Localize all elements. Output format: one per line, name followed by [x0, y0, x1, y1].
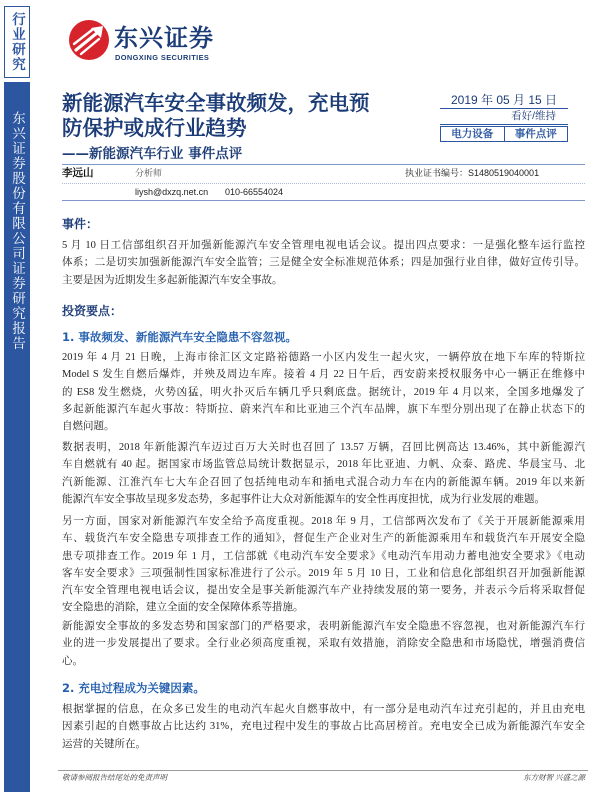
text-line: 汽新能源、江淮汽车七大车企召回了包括纯电动车和插电式混合动力车在内的新能源车辆。2019 年以来新: [62, 476, 585, 488]
text-line: 主要是因为近期发生多起新能源汽车安全事故。: [62, 274, 283, 286]
analyst-role: 分析师: [135, 168, 163, 178]
paragraph: [62, 618, 585, 670]
report-type-tag: 事件点评: [505, 126, 569, 142]
report-title-line: 防保护或成行业趋势: [62, 116, 247, 140]
text-line: 车、载货汽车安全隐患专项排查工作的通知》，督促生产企业对生产的新能源乘用车和载货汽车开展安全隐: [62, 533, 585, 545]
sector-tag: 电力设备: [440, 126, 505, 142]
text-line: 能源汽车安全事故呈现多发态势，多起事件让大众对新能源车的安全性再度担忧，成为行业发展的难题。: [62, 493, 545, 505]
sidebar-strip: [4, 82, 30, 792]
analyst-phone: 010-66554024: [225, 186, 284, 197]
paragraph: [62, 439, 585, 508]
section-heading: 2. 充电过程成为关键因素。: [62, 681, 205, 695]
report-title-line: 新能源汽车安全事故频发，充电预: [62, 91, 370, 115]
text-line: Model S 发生自燃后爆炸，并殃及周边车库。接着 4 月 22 日午后，西安蔚来授权服务中心一辆正在维修中: [62, 369, 585, 381]
report-meta: [440, 91, 568, 142]
event-paragraph: [62, 237, 585, 289]
text-line: 因素引起的自燃事故占比达约 31%，充电过程中发生的事故占比高居榜首。充电安全已成为新能源汽车安全: [62, 721, 585, 733]
section-heading: 1. 事故频发、新能源汽车安全隐患不容忽视。: [62, 330, 297, 344]
paragraph: [62, 701, 585, 753]
report-category-box: [4, 6, 30, 78]
text-line: 根据掌握的信息，在众多已发生的电动汽车起火自燃事故中，有一部分是电动汽车过充引起的，并且由充电: [62, 704, 585, 715]
text-line: 安全隐患的消除，建立全面的安全保障体系等措施。: [62, 602, 304, 614]
event-heading: 事件：: [62, 217, 99, 231]
rating-label: 看好/维持: [440, 109, 568, 125]
paragraph: [62, 349, 585, 435]
text-line: 5 月 10 日工信部组织召开加强新能源汽车安全管理电视电话会议。提出四点要求：一是强化整车运行监控: [62, 240, 585, 251]
analyst-row: [62, 165, 585, 183]
report-date: 2019 年 05 月 15 日: [440, 91, 568, 109]
analyst-email: liysh@dxzq.net.cn: [135, 186, 209, 197]
dongxing-logo-icon: [68, 19, 110, 61]
paragraph: [62, 513, 585, 617]
text-line: 新能源安全事故的多发态势和国家部门的严格要求，表明新能源汽车安全隐患不容忽视，也对新能源汽车行: [62, 621, 585, 632]
investment-heading: 投资要点：: [62, 304, 123, 318]
analyst-info: [62, 164, 585, 201]
text-line: 2019 年 4 月 21 日晚，上海市徐汇区文定路裕德路一小区内发生一起火灾，一辆停放在地下车库的特斯拉: [62, 352, 585, 363]
text-line: 的 ES8 发生燃烧，火势凶猛，明火扑灭后车辆几乎只剩底盘。据统计，2019 年 4 月以来，全国多地爆发了: [62, 386, 585, 398]
text-line: 汽车安全管理电视电话会议，提出安全是事关新能源汽车产业持续发展的第一要务，并表示今后将采取督促: [62, 585, 585, 597]
analyst-contact-row: [62, 183, 585, 201]
company-name-cn: 东兴证券: [114, 24, 214, 52]
text-line: 业的进一步发展提出了要求。全行业必须高度重视，采取有效措施，消除安全隐患和市场隐忧，增强消费信: [62, 638, 585, 650]
text-line: 另一方面，国家对新能源汽车安全给予高度重视。2018 年 9 月，工信部两次发布了《关于开展新能源乘用: [62, 516, 585, 527]
analyst-name: 李远山: [62, 167, 94, 179]
analyst-certificate: 执业证书编号：S1480519040001: [405, 168, 540, 178]
text-line: 数据表明，2018 年新能源汽车迈过百万大关时也召回了 13.57 万辆，召回比例高达 13.46%，其中新能源汽: [62, 442, 585, 453]
text-line: 运营的关键所在。: [62, 738, 146, 750]
report-subtitle: ——新能源汽车行业 事件点评: [62, 146, 243, 162]
footer-divider: [58, 770, 588, 771]
text-line: 患专项排查工作。2019 年 1 月，工信部就《电动汽车安全要求》《电动汽车用动力蓄电池安全要求》《电动: [62, 550, 585, 562]
footer-slogan: 东方财智 兴盛之源: [523, 773, 585, 782]
footer-disclaimer: 敬请参阅报告结尾处的免责声明: [62, 773, 167, 782]
report-title: [62, 91, 422, 141]
text-line: 多起新能源汽车起火事故：特斯拉、蔚来汽车和比亚迪三个汽车品牌，旗下车型分别出现了在静止状态下的: [62, 403, 585, 415]
text-line: 自燃问题。: [62, 421, 115, 433]
text-line: 心。: [62, 655, 83, 667]
company-report-label: 东兴证券股份有限公司证券研究报告: [9, 111, 25, 351]
report-tags: [440, 126, 568, 142]
text-line: 客车安全要求》三项强制性国家标准进行了公示。2019 年 5 月 10 日，工业和信息化部组织召开加强新能源: [62, 567, 585, 579]
company-name-en: DONGXING SECURITIES: [115, 53, 210, 62]
text-line: 体系；二是切实加强新能源汽车安全监管；三是健全安全标准规范体系；四是加强行业自律，做好宣传引导。: [62, 257, 585, 269]
report-category: 行业研究: [9, 12, 25, 72]
text-line: 车自燃就有 40 起。据国家市场监管总局统计数据显示，2018 年比亚迪、力帆、众泰、路虎、华晨宝马、北: [62, 459, 585, 471]
